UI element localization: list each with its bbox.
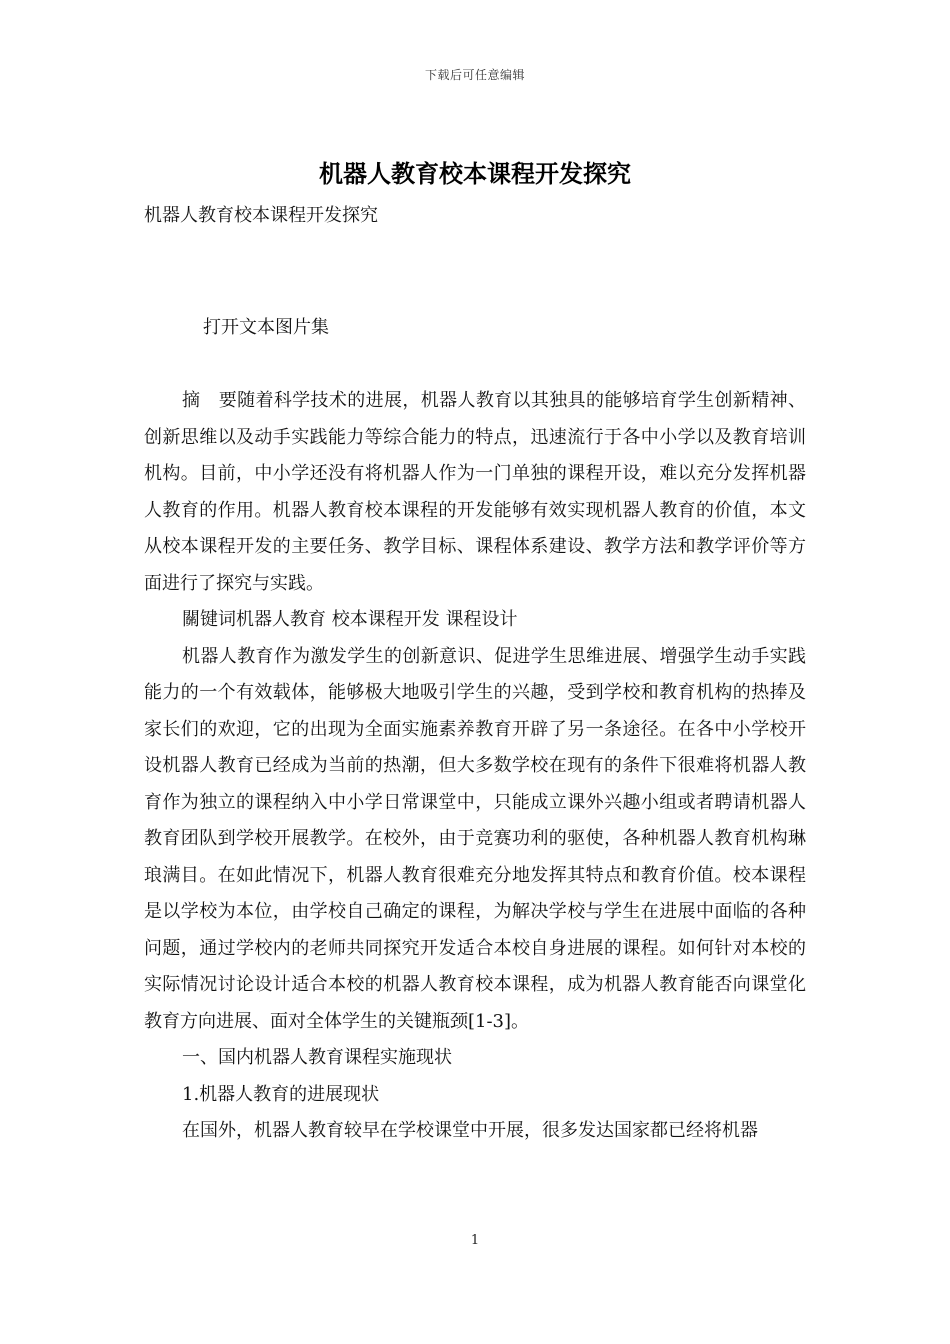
body-paragraph: 在国外，机器人教育较早在学校课堂中开展，很多发达国家都已经将机器 [182, 1120, 758, 1141]
document-subtitle: 机器人教育校本课程开发探究 [144, 205, 378, 226]
keywords-paragraph: 關键词机器人教育 校本课程开发 课程设计 [182, 609, 518, 630]
subsection-heading: 1.机器人教育的进展现状 [182, 1083, 380, 1105]
document-body [144, 383, 806, 1150]
document-title: 机器人教育校本课程开发探究 [319, 160, 631, 188]
header-note: 下载后可任意编辑 [424, 68, 525, 82]
section-heading: 一、国内机器人教育课程实施现状 [182, 1047, 452, 1068]
open-image-set-link[interactable]: 打开文本图片集 [203, 317, 329, 338]
page-number: 1 [470, 1233, 480, 1248]
intro-paragraph: 机器人教育作为激发学生的创新意识、促进学生思维进展、增强学生动手实践能力的一个有效载体，能够极大地吸引学生的兴趣，受到学校和教育机构的热捧及家长们的欢迎，它的出现为全面实施素养教育开辟了另一条途径。在各中小学校开设机器人教育已经成为当前的热潮，但大多数学校在现有的条件下很难将机器人教育作为独立的课程纳入中小学日常课堂中，只能成立课外兴趣小组或者聘请机器人教育团队到学校开展教学。在校外，由于竞赛功利的驱使，各种机器人教育机构琳琅满目。在如此情况下，机器人教育很难充分地发挥其特点和教育价值。校本课程是以学校为本位，由学校自己确定的课程，为解决学校与学生在进展中面临的各种问题，通过学校内的老师共同探究开发适合本校自身进展的课程。如何针对本校的实际情况讨论设计适合本校的机器人教育校本课程，成为机器人教育能否向课堂化教育方向进展、面对全体学生的关键瓶颈[1-3]。 [144, 645, 806, 1032]
abstract-paragraph: 摘 要随着科学技术的进展，机器人教育以其独具的能够培育学生创新精神、创新思维以及动手实践能力等综合能力的特点，迅速流行于各中小学以及教育培训机构。目前，中小学还没有将机器人作为一门单独的课程开设，难以充分发挥机器人教育的作用。机器人教育校本课程的开发能够有效实现机器人教育的价值，本文从校本课程开发的主要任务、教学目标、课程体系建设、教学方法和教学评价等方面进行了探究与实践。 [144, 390, 806, 594]
